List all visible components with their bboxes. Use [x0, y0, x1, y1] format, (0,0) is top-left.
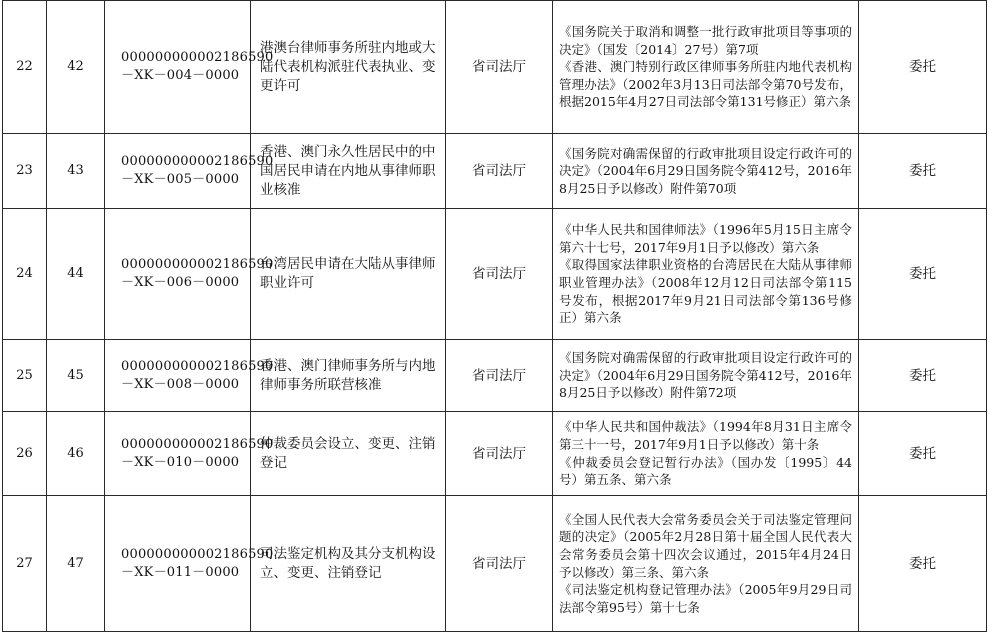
item-code-line-2: －XK－006－0000: [121, 275, 240, 290]
item-code-line-1: 000000000002186590: [121, 436, 274, 452]
legal-basis-cell: [553, 496, 859, 632]
legal-basis-entry: 《中华人民共和国律师法》（1996年5月15日主席令第六十七号，2017年9月1日予以修改）第六条: [559, 222, 852, 255]
item-name-cell: 港澳台律师事务所驻内地或大陆代表机构派驻代表执业、变更许可: [251, 1, 446, 134]
legal-basis-entry: 《国务院关于取消和调整一批行政审批项目等事项的决定》（国发〔2014〕27号）第7项: [559, 24, 852, 57]
item-code-line-2: －XK－010－0000: [121, 454, 240, 470]
legal-basis-cell: [553, 209, 859, 340]
item-name-cell: 司法鉴定机构及其分支机构设立、变更、注销登记: [251, 496, 446, 632]
implementation-mode-cell: 委托: [859, 134, 987, 209]
legal-basis-entry: 《香港、澳门特别行政区律师事务所驻内地代表机构管理办法》（2002年3月13日司法部令第70号发布，根据2015年4月27日司法部令第131号修正）第六条: [559, 59, 852, 110]
item-code-line-2: －XK－011－0000: [121, 564, 240, 580]
legal-basis-entry: 《国务院对确需保留的行政审批项目设定行政许可的决定》（2004年6月29日国务院令第412号，2016年8月25日予以修改）附件第72项: [559, 350, 852, 401]
legal-basis-entry: 《取得国家法律职业资格的台湾居民在大陆从事律师职业管理办法》（2008年12月12日司法部令第115号发布，根据2017年9月21日司法部令第136号修正）第六条: [559, 257, 852, 326]
department-cell: 省司法厅: [446, 1, 553, 134]
item-number-cell: 47: [47, 496, 105, 632]
department-cell: 省司法厅: [446, 496, 553, 632]
table-row: [3, 412, 987, 496]
legal-basis-entry: 《仲裁委员会登记暂行办法》（国办发〔1995〕44号）第五条、第六条: [559, 454, 852, 488]
implementation-mode-cell: 委托: [859, 1, 987, 134]
item-name-cell: 香港、澳门永久性居民中的中国居民申请在内地从事律师职业核准: [251, 134, 446, 209]
item-name-cell: 仲裁委员会设立、变更、注销登记: [251, 412, 446, 496]
implementation-mode-cell: 委托: [859, 496, 987, 632]
legal-basis-entry: 《国务院对确需保留的行政审批项目设定行政许可的决定》（2004年6月29日国务院令第412号，2016年8月25日予以修改）附件第70项: [559, 145, 852, 196]
item-code-line-1: 000000000002186590: [121, 358, 274, 374]
row-index-cell: 25: [3, 340, 47, 412]
legal-basis-entry: 《司法鉴定机构登记管理办法》（2005年9月29日司法部令第95号）第十七条: [559, 582, 852, 615]
department-cell: 省司法厅: [446, 412, 553, 496]
item-code-line-1: 000000000002186590: [121, 257, 274, 272]
item-code-cell: [105, 412, 274, 496]
item-number-cell: 45: [47, 340, 105, 412]
item-code-cell: [105, 496, 274, 632]
item-name-cell: 台湾居民申请在大陆从事律师职业许可: [251, 209, 446, 340]
implementation-mode-cell: 委托: [859, 209, 987, 340]
row-index-cell: 23: [3, 134, 47, 209]
department-cell: 省司法厅: [446, 134, 553, 209]
item-number-cell: 46: [47, 412, 105, 496]
item-code-line-2: －XK－004－0000: [121, 68, 240, 83]
legal-basis-entry: 《全国人民代表大会常务委员会关于司法鉴定管理问题的决定》（2005年2月28日第十届全国人民代表大会常务委员会第十四次会议通过，2015年4月24日予以修改）第三条、第六条: [559, 511, 852, 580]
item-code-cell: [105, 134, 274, 209]
item-code-cell: [105, 1, 274, 134]
item-code-line-1: 000000000002186590: [121, 546, 274, 562]
legal-basis-cell: [553, 412, 859, 496]
implementation-mode-cell: 委托: [859, 340, 987, 412]
row-index-cell: 24: [3, 209, 47, 340]
table-row: [3, 1, 987, 134]
department-cell: 省司法厅: [446, 209, 553, 340]
item-code-line-2: －XK－008－0000: [121, 376, 240, 392]
item-name-cell: 香港、澳门律师事务所与内地律师事务所联营核准: [251, 340, 446, 412]
item-code-cell: [105, 209, 274, 340]
item-number-cell: 43: [47, 134, 105, 209]
table-row: [3, 134, 987, 209]
row-index-cell: 27: [3, 496, 47, 632]
department-cell: 省司法厅: [446, 340, 553, 412]
table-body: [3, 1, 987, 632]
table-row: [3, 340, 987, 412]
row-index-cell: 22: [3, 1, 47, 134]
row-index-cell: 26: [3, 412, 47, 496]
legal-basis-cell: [553, 134, 859, 209]
item-number-cell: 44: [47, 209, 105, 340]
table-row: [3, 496, 987, 632]
legal-basis-cell: [553, 340, 859, 412]
item-code-line-1: 000000000002186590: [121, 50, 274, 65]
item-code-line-2: －XK－005－0000: [121, 172, 240, 187]
table-row: [3, 209, 987, 340]
item-number-cell: 42: [47, 1, 105, 134]
permit-items-table: [2, 0, 987, 632]
legal-basis-entry: 《中华人民共和国仲裁法》（1994年8月31日主席令第三十一号，2017年9月1日予以修改）第十条: [559, 419, 852, 452]
implementation-mode-cell: 委托: [859, 412, 987, 496]
item-code-cell: [105, 340, 274, 412]
item-code-line-1: 000000000002186590: [121, 154, 274, 169]
legal-basis-cell: [553, 1, 859, 134]
